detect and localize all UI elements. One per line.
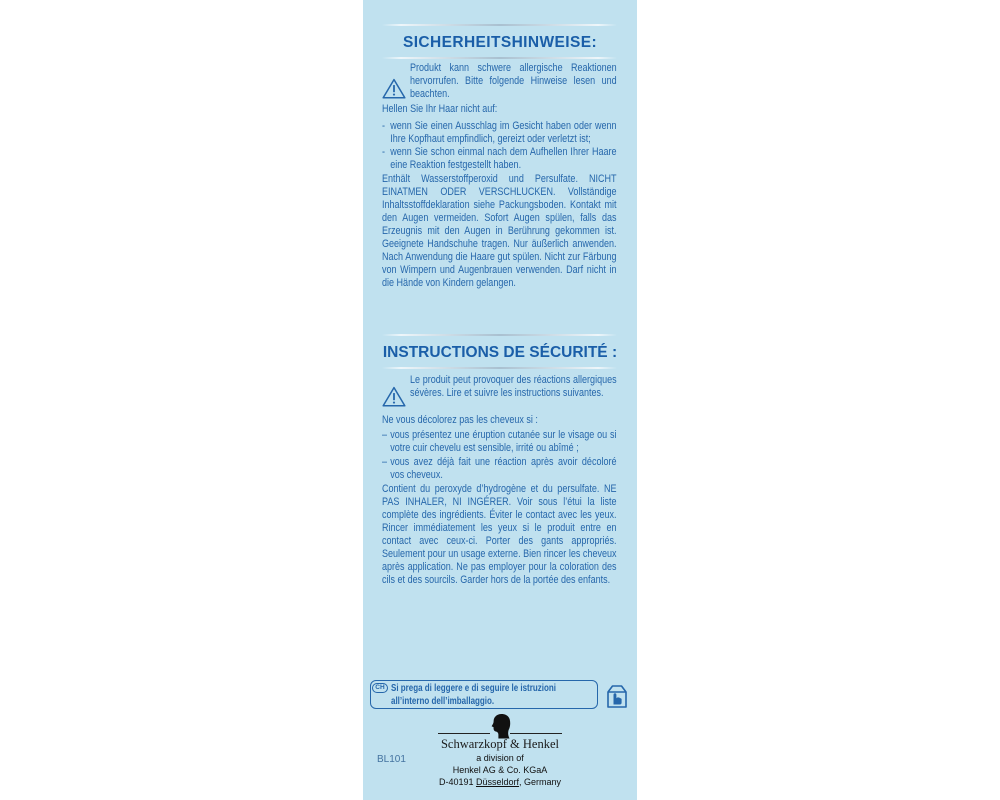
condition-text: vous présentez une éruption cutanée sur le visage ou si votre cuir chevelu est sensible, irrité ou abîmé ;: [390, 429, 617, 454]
german-heading: SICHERHEITSHINWEISE:: [402, 34, 597, 51]
italian-notice-text: Si prega di leggere e di seguire le istruzioni all’interno dell’imballaggio.: [391, 683, 556, 707]
condition-text: wenn Sie schon einmal nach dem Aufhellen Ihrer Haare eine Reaktion festgestellt haben.: [390, 146, 617, 171]
german-instructions: [382, 103, 617, 290]
company-name: Henkel AG & Co. KGaA: [452, 765, 548, 775]
decorative-rule: [382, 57, 617, 59]
logo-rule-right: [510, 733, 562, 734]
company-address: [363, 776, 637, 788]
french-conditions-list: [382, 429, 617, 482]
french-instructions: [382, 414, 617, 587]
list-dash: -: [382, 120, 386, 132]
division-note: a division of: [476, 753, 524, 763]
list-dash: -: [382, 146, 386, 158]
list-dash: –: [382, 456, 388, 468]
list-dash: –: [382, 429, 388, 441]
address-postcode: D-40191: [438, 777, 476, 787]
address-country: , Germany: [519, 777, 562, 787]
condition-text: wenn Sie einen Ausschlag im Gesicht haben oder wenn Ihre Kopfhaut empfindlich, gereizt oder verletzt ist;: [390, 120, 617, 145]
condition-item: [382, 120, 617, 146]
warning-triangle-icon: [382, 386, 406, 407]
schwarzkopf-head-silhouette-icon: [489, 713, 511, 739]
packaging-panel: [363, 0, 637, 800]
logo-rule-left: [438, 733, 490, 734]
condition-item: [382, 146, 617, 172]
decorative-rule: [382, 24, 617, 26]
country-code-badge: CH: [372, 683, 388, 693]
address-city: Düsseldorf: [475, 777, 520, 787]
condition-item: [382, 456, 617, 482]
german-body-text: Enthält Wasserstoffperoxid und Persulfate. NICHT EINATMEN ODER VERSCHLUCKEN. Vollständige Inhaltsstoffdeklaration siehe Packungsboden. Kontakt mit den Augen vermeiden. Sofort Augen spülen, falls das Erzeugnis mit den Augen in Berührung gekommen ist. Geeignete Handschuhe tragen. Nur äußerlich anwenden. Nach Anwendung die Haare gut spülen. Nicht zur Färbung von Wimpern und Augenbrauen verwenden. Darf nicht in die Hände von Kindern gelangen.: [382, 173, 617, 289]
french-body-text: Contient du peroxyde d’hydrogène et du persulfate. NE PAS INHALER, NI INGÉRER. Voir sous l’étui la liste complète des ingrédients. Éviter le contact avec les yeux. Rincer immédiatement les yeux si le produit entre en contact avec ceux-ci. Porter des gants appropriés. Seulement pour un usage externe. Bien rincer les cheveux après application. Ne pas employer pour la coloration des cils et des sourcils. Garder hors de la portée des enfants.: [382, 483, 617, 586]
open-package-instructions-icon: [605, 683, 629, 709]
german-warning-text: Produkt kann schwere allergische Reaktionen hervorrufen. Bitte folgende Hinweise lesen und beachten.: [410, 62, 617, 100]
batch-code: BL101: [377, 754, 406, 765]
german-intro: Hellen Sie Ihr Haar nicht auf:: [382, 103, 498, 115]
decorative-rule: [382, 334, 617, 336]
french-heading: INSTRUCTIONS DE SÉCURITÉ :: [382, 344, 618, 361]
condition-item: [382, 429, 617, 455]
brand-name: Schwarzkopf & Henkel: [440, 737, 560, 751]
french-warning-text: Le produit peut provoquer des réactions allergiques sévères. Lire et suivre les instructions suivantes.: [410, 374, 617, 399]
german-conditions-list: [382, 120, 617, 172]
warning-triangle-icon: [382, 78, 406, 99]
decorative-rule: [382, 367, 617, 369]
condition-text: vous avez déjà fait une réaction après avoir décoloré vos cheveux.: [390, 456, 617, 481]
french-intro: Ne vous décolorez pas les cheveux si :: [382, 414, 538, 426]
